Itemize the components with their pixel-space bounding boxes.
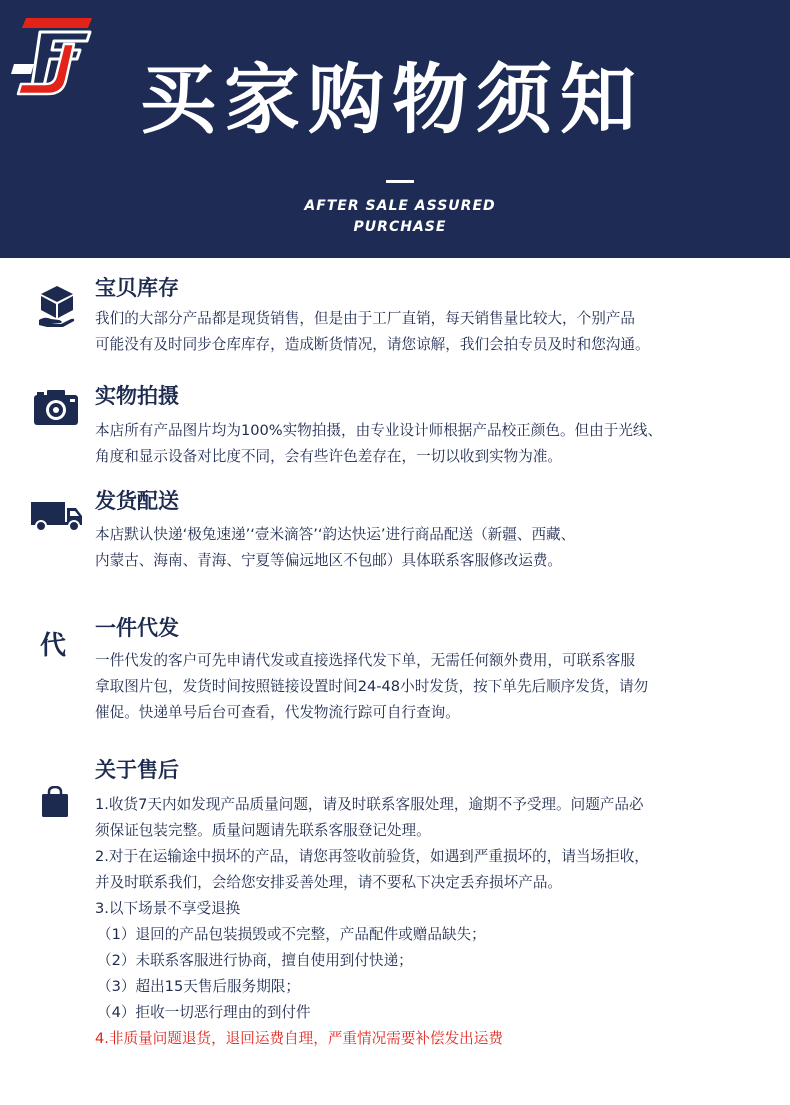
title-divider — [386, 180, 414, 183]
return-shipping-warning: 4.非质量问题退货，退回运费自理，严重情况需要补偿发出运费 — [95, 1030, 503, 1047]
header-banner — [0, 0, 790, 258]
hand-holding-box-icon — [37, 284, 77, 328]
exclusion-item: （2）未联系客服进行协商，擅自使用到付快递； — [97, 952, 413, 969]
shopping-bag-icon — [41, 786, 69, 818]
exclusion-item: （3）超出15天售后服务期限； — [97, 978, 300, 995]
section-title-after-sales: 关于售后 — [95, 758, 179, 782]
section-body-after-sales — [95, 792, 775, 1052]
body-line: 一件代发的客户可先申请代发或直接选择代发下单，无需任何额外费用，可联系客服 — [95, 652, 635, 669]
body-line: 内蒙古、海南、青海、宁夏等偏远地区不包邮）具体联系客服修改运费。 — [95, 552, 563, 569]
body-line: 1.收货7天内如发现产品质量问题，请及时联系客服处理，逾期不予受理。问题产品必 — [95, 796, 644, 813]
exclusion-item: （4）拒收一切恶行理由的到付件 — [97, 1004, 311, 1021]
body-line: 本店默认快递‘极兔速递’‘壹米滴答’‘韵达快运’进行商品配送（新疆、西藏、 — [95, 526, 576, 543]
section-body-stock — [95, 306, 775, 358]
body-line: 催促。快递单号后台可查看，代发物流行踪可自行查询。 — [95, 704, 460, 721]
body-line: 我们的大部分产品都是现货销售，但是由于工厂直销，每天销售量比较大，个别产品 — [95, 310, 635, 327]
section-body-photography — [95, 418, 775, 470]
dai-character-icon: 代 — [40, 631, 67, 661]
subtitle-line-1: AFTER SALE ASSURED — [304, 198, 496, 214]
subtitle-line-2: PURCHASE — [353, 219, 447, 235]
body-line: 并及时联系我们，会给您安排妥善处理，请不要私下决定丢弃损坏产品。 — [95, 874, 563, 891]
body-line: 角度和显示设备对比度不同，会有些许色差存在，一切以收到实物为准。 — [95, 448, 563, 465]
section-title-photography: 实物拍摄 — [95, 384, 179, 408]
body-line: 拿取图片包，发货时间按照链接设置时间24-48小时发货，按下单先后顺序发货，请勿 — [95, 678, 649, 695]
camera-icon — [33, 388, 79, 426]
section-body-shipping — [95, 522, 775, 574]
section-title-stock: 宝贝库存 — [95, 276, 179, 300]
page-title: 买家购物须知 — [140, 55, 644, 144]
delivery-truck-icon — [30, 500, 84, 532]
body-line: 2.对于在运输途中损坏的产品，请您再签收前验货，如遇到严重损坏的，请当场拒收， — [95, 848, 649, 865]
section-title-shipping: 发货配送 — [95, 489, 179, 513]
section-title-dropship: 一件代发 — [95, 616, 179, 640]
body-line: 可能没有及时同步仓库库存，造成断货情况，请您谅解，我们会拍专员及时和您沟通。 — [95, 336, 650, 353]
body-line: 本店所有产品图片均为100%实物拍摄，由专业设计师根据产品校正颜色。但由于光线、 — [95, 422, 663, 439]
exclusion-item: （1）退回的产品包装损毁或不完整，产品配件或赠品缺失； — [97, 926, 486, 943]
body-line: 须保证包装完整。质量问题请先联系客服登记处理。 — [95, 822, 431, 839]
jf-monogram-logo — [10, 14, 94, 100]
body-line: 3.以下场景不享受退换 — [95, 900, 241, 917]
page-subtitle — [195, 196, 605, 238]
section-body-dropship — [95, 648, 775, 726]
